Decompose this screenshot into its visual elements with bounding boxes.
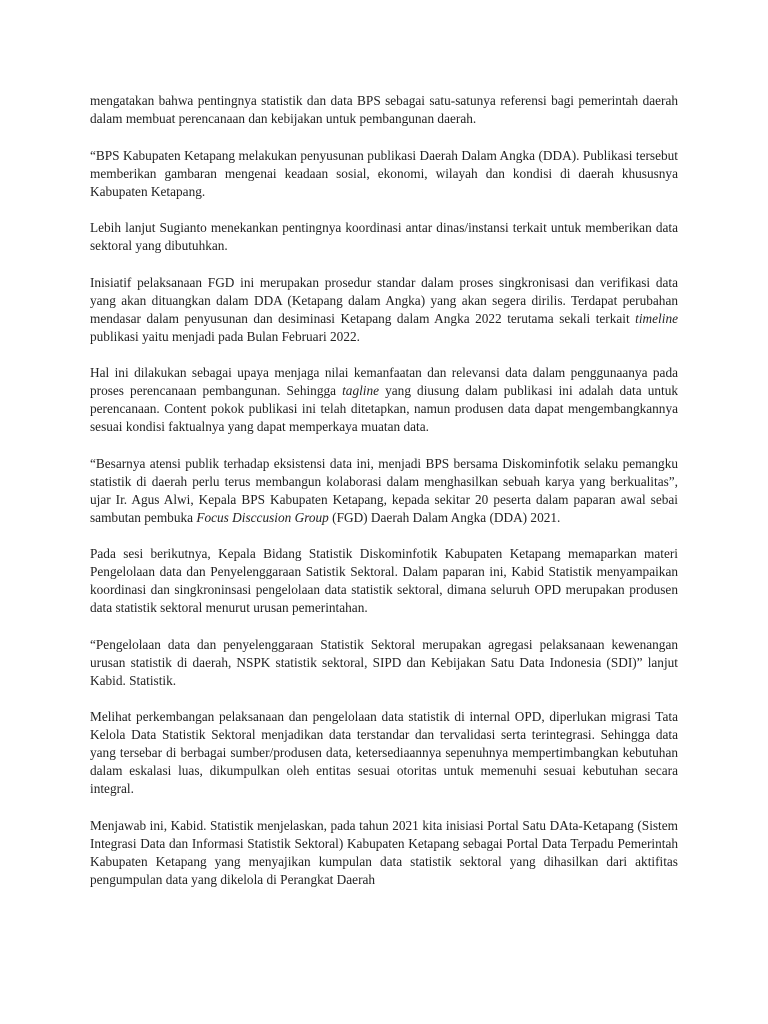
paragraph-text: Melihat perkembangan pelaksanaan dan pengelolaan data statistik di internal OPD, diperlukan migrasi Tata Kelola Data Statistik Sektoral menjadikan data terstandar dan tervalidasi serta terintegrasi. Sehingga data yang tersebar di berbagai sumber/produsen data, ketersediaannya sepenuhnya mempertimbangkan kebutuhan dalam eskalasi luas, dikumpulkan oleh entitas sesuai otoritas untuk memenuhi sesuai kebutuhan secara integral. [90,709,678,796]
paragraph-text: “Besarnya atensi publik terhadap eksistensi data ini, menjadi BPS bersama Diskominfotik selaku pemangku statistik di daerah perlu terus membangun kolaborasi dalam menghasilkan sebuah karya yang berkualitas”, ujar Ir. Agus Alwi, Kepala BPS Kabupaten Ketapang, kepada sekitar 20 peserta dalam paparan awal sebai sambutan pembuka [90,455,678,525]
paragraph-5 [90,364,678,436]
paragraph-8 [90,636,678,690]
italic-term: Focus Disccusion Group [196,509,329,525]
paragraph-text: yang diusung dalam publikasi ini adalah data untuk perencanaan. Content pokok publikasi ini telah ditetapkan, namun produsen data dapat mengembangkannya sesuai kondisi faktualnya yang dapat memperkaya muatan data. [90,383,678,434]
paragraph-text: (FGD) Daerah Dalam Angka (DDA) 2021. [328,509,561,525]
paragraph-1 [90,92,678,128]
paragraph-6 [90,455,678,527]
paragraph-text: “BPS Kabupaten Ketapang melakukan penyusunan publikasi Daerah Dalam Angka (DDA). Publikasi tersebut memberikan gambaran mengenai keadaan sosial, ekonomi, wilayah dan kondisi di daerah khususnya Kabupaten Ketapang. [90,147,678,199]
paragraph-text: Menjawab ini, Kabid. Statistik menjelaskan, pada tahun 2021 kita inisiasi Portal Satu DAta-Ketapang (Sistem Integrasi Data dan Informasi Statistik Sektoral) Kabupaten Ketapang sebagai Portal Data Terpadu Pemerintah Kabupaten Ketapang yang menyajikan kumpulan data statistik sektoral yang dihasilkan dari aktifitas pengumpulan data yang dikelola di Perangkat Daerah [90,817,678,887]
italic-term: timeline [635,310,678,326]
italic-term: tagline [342,383,380,398]
paragraph-text: Inisiatif pelaksanaan FGD ini merupakan prosedur standar dalam proses singkronisasi dan verifikasi data yang akan dituangkan dalam DDA (Ketapang dalam Angka) yang akan segera dirilis. Terdapat perubahan mendasar dalam penyusunan dan desiminasi Ketapang dalam Angka 2022 terutama sekali terkait [90,274,678,326]
document-page [90,92,678,907]
paragraph-2 [90,147,678,201]
paragraph-7 [90,545,678,617]
paragraph-text: “Pengelolaan data dan penyelenggaraan Statistik Sektoral merupakan agregasi pelaksanaan kewenangan urusan statistik di daerah, NSPK statistik sektoral, SIPD dan Kebijakan Satu Data Indonesia (SDI)” lanjut Kabid. Statistik. [90,636,678,688]
paragraph-text: Hal ini dilakukan sebagai upaya menjaga nilai kemanfaatan dan relevansi data dalam penggunaanya pada proses perencanaan pembangunan. Sehingga [90,365,678,398]
paragraph-text: Pada sesi berikutnya, Kepala Bidang Statistik Diskominfotik Kabupaten Ketapang memaparkan materi Pengelolaan data dan Penyelenggaraan Satistik Sektoral. Dalam paparan ini, Kabid Statistik menyampaikan koordinasi dan singkroninsasi pengelolaan data statistik sektoral, dimana seluruh OPD merupakan produsen data statistik sektoral menurut urusan pemerintahan. [90,546,678,615]
paragraph-9 [90,708,678,798]
paragraph-3 [90,219,678,255]
paragraph-text: mengatakan bahwa pentingnya statistik dan data BPS sebagai satu-satunya referensi bagi pemerintah daerah dalam membuat perencanaan dan kebijakan untuk pembangunan daerah. [90,93,678,126]
paragraph-text: Lebih lanjut Sugianto menekankan pentingnya koordinasi antar dinas/instansi terkait untuk memberikan data sektoral yang dibutuhkan. [90,220,678,253]
paragraph-text: publikasi yaitu menjadi pada Bulan Februari 2022. [90,328,360,344]
paragraph-10 [90,817,678,889]
paragraph-4 [90,274,678,346]
